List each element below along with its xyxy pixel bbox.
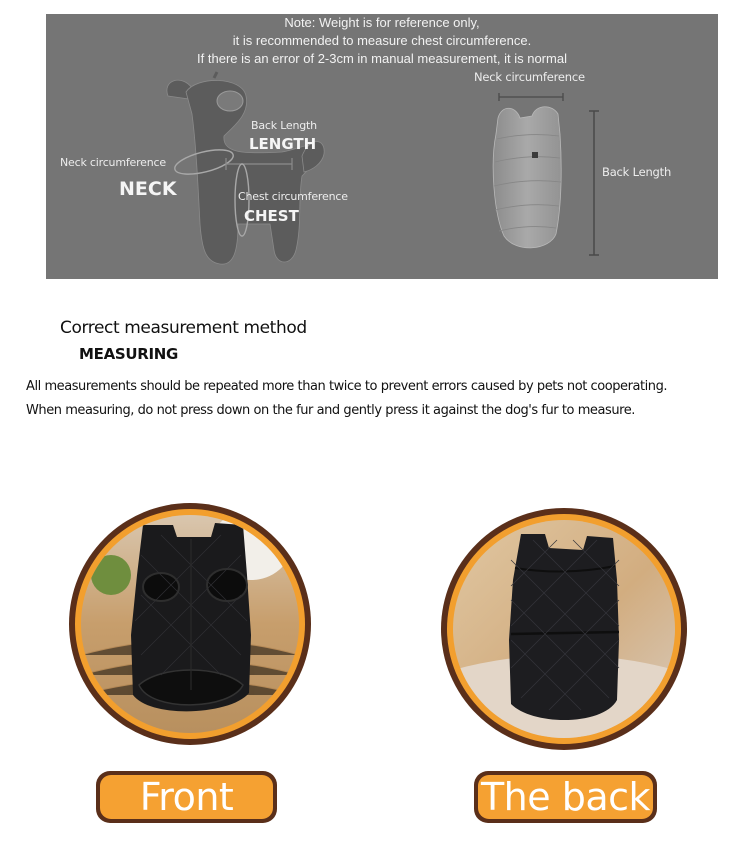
vest-neck-label: Neck circumference: [474, 70, 585, 84]
front-view-frame: [69, 503, 311, 745]
front-vest-image: [81, 515, 299, 733]
measuring-heading: MEASURING: [79, 345, 179, 363]
back-view-label: [474, 771, 657, 823]
vest-diagram-icon: [46, 14, 718, 279]
back-view-frame: [441, 508, 687, 750]
dog-neck-label: Neck circumference: [60, 156, 166, 169]
back-label-text: The back: [480, 775, 651, 819]
front-label-text: Front: [139, 775, 234, 819]
note-line-2: it is recommended to measure chest circumference.: [232, 33, 532, 48]
front-view-label: [96, 771, 277, 823]
back-vest-image: [453, 520, 675, 738]
dog-chest-label: Chest circumference: [238, 190, 348, 203]
measuring-instruction-1: All measurements should be repeated more than twice to prevent errors caused by pets not cooperating.: [26, 379, 668, 394]
vest-back-length-label: Back Length: [602, 165, 672, 179]
measuring-instruction-2: When measuring, do not press down on the fur and gently press it against the dog's fur to measure.: [26, 403, 635, 418]
size-guide-panel: [46, 14, 718, 279]
measurement-method-title: Correct measurement method: [60, 318, 307, 338]
dog-chest-heading: CHEST: [244, 207, 299, 225]
note-line-1: Note: Weight is for reference only,: [284, 15, 480, 30]
dog-back-length-label: Back Length: [251, 119, 317, 132]
dog-neck-heading: NECK: [119, 178, 177, 200]
note-line-3: If there is an error of 2-3cm in manual measurement, it is normal: [197, 51, 567, 66]
dog-length-heading: LENGTH: [249, 135, 317, 153]
